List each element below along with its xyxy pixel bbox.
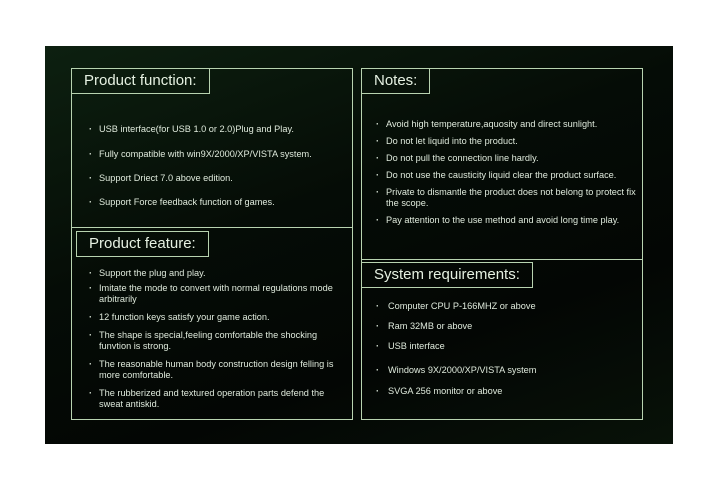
system-requirements-heading: System requirements: (361, 262, 533, 288)
list-item: · 12 function keys satisfy your game action. (88, 312, 346, 323)
list-item: · Ram 32MB or above (375, 321, 641, 332)
list-item: · USB interface(for USB 1.0 or 2.0)Plug and Play. (88, 124, 350, 135)
list-item: · The shape is special,feeling comfortable the shocking funvtion is strong. (88, 330, 346, 352)
list-item: · Avoid high temperature,aquosity and direct sunlight. (375, 119, 641, 130)
packaging-photo (45, 46, 673, 444)
list-item: · The rubberized and textured operation parts defend the sweat antiskid. (88, 388, 346, 410)
section-divider (71, 227, 353, 228)
list-item: · Do not use the causticity liquid clear the product surface. (375, 170, 641, 181)
list-item: · Fully compatible with win9X/2000/XP/VISTA system. (88, 149, 350, 160)
list-item: · Private to dismantle the product does not belong to protect fix the scope. (375, 187, 641, 209)
list-item: · Pay attention to the use method and avoid long time play. (375, 215, 641, 226)
product-feature-heading: Product feature: (76, 231, 209, 257)
system-requirements-list (375, 301, 641, 397)
left-panel (71, 68, 353, 420)
notes-heading: Notes: (361, 68, 430, 94)
list-item: · Computer CPU P-166MHZ or above (375, 301, 641, 312)
list-item: · Do not pull the connection line hardly. (375, 153, 641, 164)
list-item: · USB interface (375, 341, 641, 352)
list-item: · The reasonable human body construction design felling is more comfortable. (88, 359, 346, 381)
list-item: · Support Force feedback function of games. (88, 197, 350, 208)
product-function-heading: Product function: (71, 68, 210, 94)
product-function-list (88, 124, 350, 208)
right-panel (361, 68, 643, 420)
product-feature-list (88, 268, 346, 410)
notes-list (375, 119, 641, 226)
list-item: · Windows 9X/2000/XP/VISTA system (375, 365, 641, 376)
section-divider (361, 259, 643, 260)
list-item: · Imitate the mode to convert with normal regulations mode arbitrarily (88, 283, 346, 305)
list-item: · Support the plug and play. (88, 268, 346, 279)
list-item: · Do not let liquid into the product. (375, 136, 641, 147)
list-item: · SVGA 256 monitor or above (375, 386, 641, 397)
list-item: · Support Driect 7.0 above edition. (88, 173, 350, 184)
